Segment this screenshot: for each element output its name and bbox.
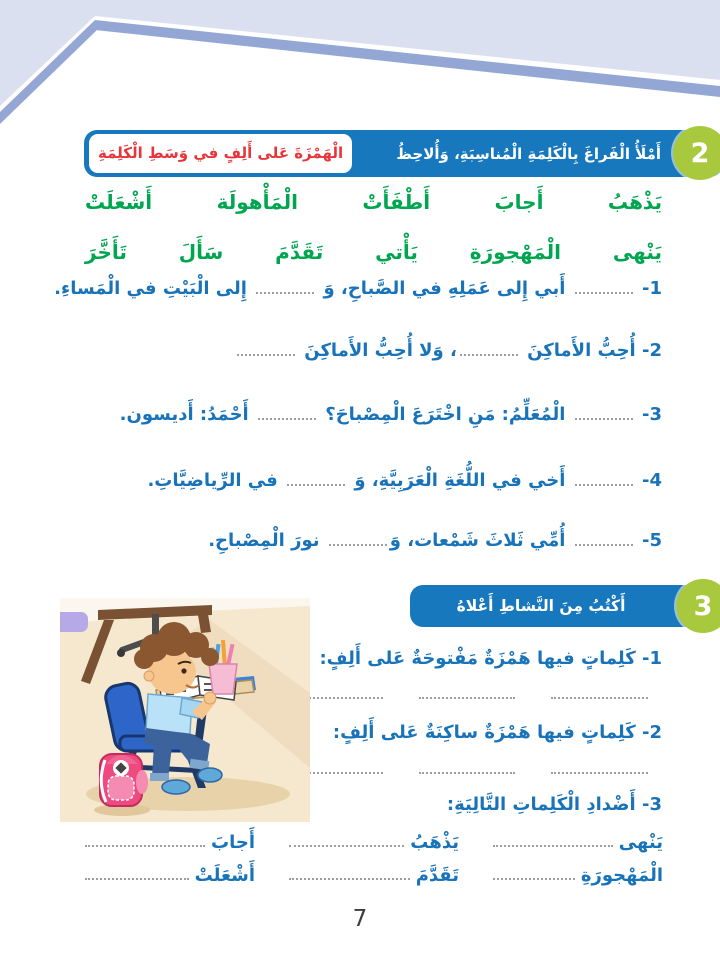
- antonym-cell: [85, 832, 255, 853]
- word-bank-row: [85, 240, 662, 264]
- antonym-word: الْمَهْجورَةِ: [580, 865, 663, 886]
- word-bank-word: تَأَخَّرَ: [85, 240, 127, 264]
- word-bank-word: يَأْتي: [375, 240, 418, 264]
- antonym-cell: [85, 865, 255, 886]
- answer-blank: [575, 471, 633, 486]
- word-bank-word: يَذْهَبُ: [607, 190, 662, 214]
- antonym-cell: [493, 832, 663, 853]
- word-bank-word: تَقَدَّمَ: [275, 240, 324, 264]
- fill-blank-item: 4- أَخي في اللُّغَةِ الْعَرَبِيَّةِ، وَ في الرِّياضِيَّاتِ.: [147, 470, 662, 491]
- exercise3-prompt: 3- أَضْدادِ الْكَلِماتِ التَّالِيَةِ:: [446, 794, 662, 815]
- answer-blank: [575, 531, 633, 546]
- word-bank-word: الْمَهْجورَةِ: [469, 240, 562, 264]
- exercise3-prompt: 2- كَلِماتٍ فيها هَمْزَةٌ ساكِنَةٌ عَلى أَلِفٍ:: [332, 722, 662, 743]
- answer-blank: [237, 341, 295, 356]
- exercise3-number-badge: 3: [676, 579, 720, 633]
- antonym-answer-line: [289, 875, 410, 880]
- fill-blank-item: 3- الْمُعَلِّمُ: مَنِ اخْتَرَعَ الْمِصْباحَ؟ أَحْمَدُ: أَديسون.: [119, 404, 662, 425]
- word-bank-row: [85, 190, 662, 214]
- antonym-cell: [493, 865, 663, 886]
- exercise3-prompt: 1- كَلِماتٍ فيها هَمْزَةٌ مَفْتوحَةٌ عَلى أَلِفٍ:: [319, 648, 662, 669]
- illustration-boy-studying: [60, 598, 310, 822]
- exercise2-title: أَمْلَأُ الْفَراغَ بِالْكَلِمَةِ الْمُناسِبَةِ، وَأُلاحِظُ: [396, 144, 661, 163]
- answer-lines-row: [286, 769, 648, 774]
- exercise2-number-badge: 2: [673, 126, 720, 180]
- answer-blank: [575, 405, 633, 420]
- antonym-word: أَجابَ: [211, 832, 255, 853]
- answer-blank: [287, 471, 345, 486]
- antonym-word: يَنْهى: [618, 832, 663, 853]
- exercise2-highlight: الْهَمْزَةَ عَلى أَلِفٍ في وَسَطِ الْكَلِمَةِ: [89, 134, 352, 173]
- answer-line: [551, 694, 648, 699]
- answer-blank: [329, 531, 387, 546]
- page-corner-decoration: [0, 0, 720, 130]
- answer-blank: [460, 341, 518, 356]
- antonym-word: أَشْعَلَتْ: [194, 865, 255, 886]
- exercise2-header: [84, 130, 720, 177]
- word-bank-word: أَطْفَأَتْ: [362, 190, 431, 214]
- antonym-word: يَذْهَبُ: [410, 832, 459, 853]
- fill-blank-item: 2- أُحِبُّ الأَماكِنَ ، وَلا أُحِبُّ الأَماكِنَ: [40, 340, 662, 361]
- answer-line: [419, 694, 516, 699]
- antonym-answer-line: [493, 875, 575, 880]
- word-bank-word: سَأَلَ: [178, 240, 224, 264]
- answer-blank: [258, 405, 316, 420]
- fill-blank-item: 1- أَبي إِلى عَمَلِهِ في الصَّباحِ، وَ إِلى الْبَيْتِ في الْمَساءِ.: [54, 278, 662, 299]
- antonym-cell: [289, 865, 459, 886]
- antonyms-grid: [85, 832, 663, 886]
- word-bank-word: أَشْعَلَتْ: [85, 190, 153, 214]
- exercise3-header: [410, 585, 720, 627]
- fill-blank-item: 5- أُمِّي ثَلاثَ شَمْعات، وَ نورَ الْمِصْباحِ.: [208, 530, 662, 551]
- answer-line: [419, 769, 516, 774]
- answer-blank: [256, 279, 314, 294]
- antonym-answer-line: [85, 875, 189, 880]
- page-number: 7: [352, 906, 368, 932]
- answer-blank: [575, 279, 633, 294]
- antonym-cell: [289, 832, 459, 853]
- antonym-answer-line: [289, 842, 404, 847]
- word-bank-word: الْمَأْهولَة: [216, 190, 298, 214]
- antonym-word: تَقَدَّمَ: [415, 865, 459, 886]
- antonym-answer-line: [85, 842, 205, 847]
- answer-lines-row: [286, 694, 648, 699]
- antonym-answer-line: [493, 842, 613, 847]
- word-bank-word: يَنْهى: [612, 240, 662, 264]
- exercise3-title: أَكْتُبُ مِنَ النَّشاطِ أَعْلاهُ: [456, 597, 626, 615]
- word-bank-word: أَجابَ: [494, 190, 544, 214]
- answer-line: [551, 769, 648, 774]
